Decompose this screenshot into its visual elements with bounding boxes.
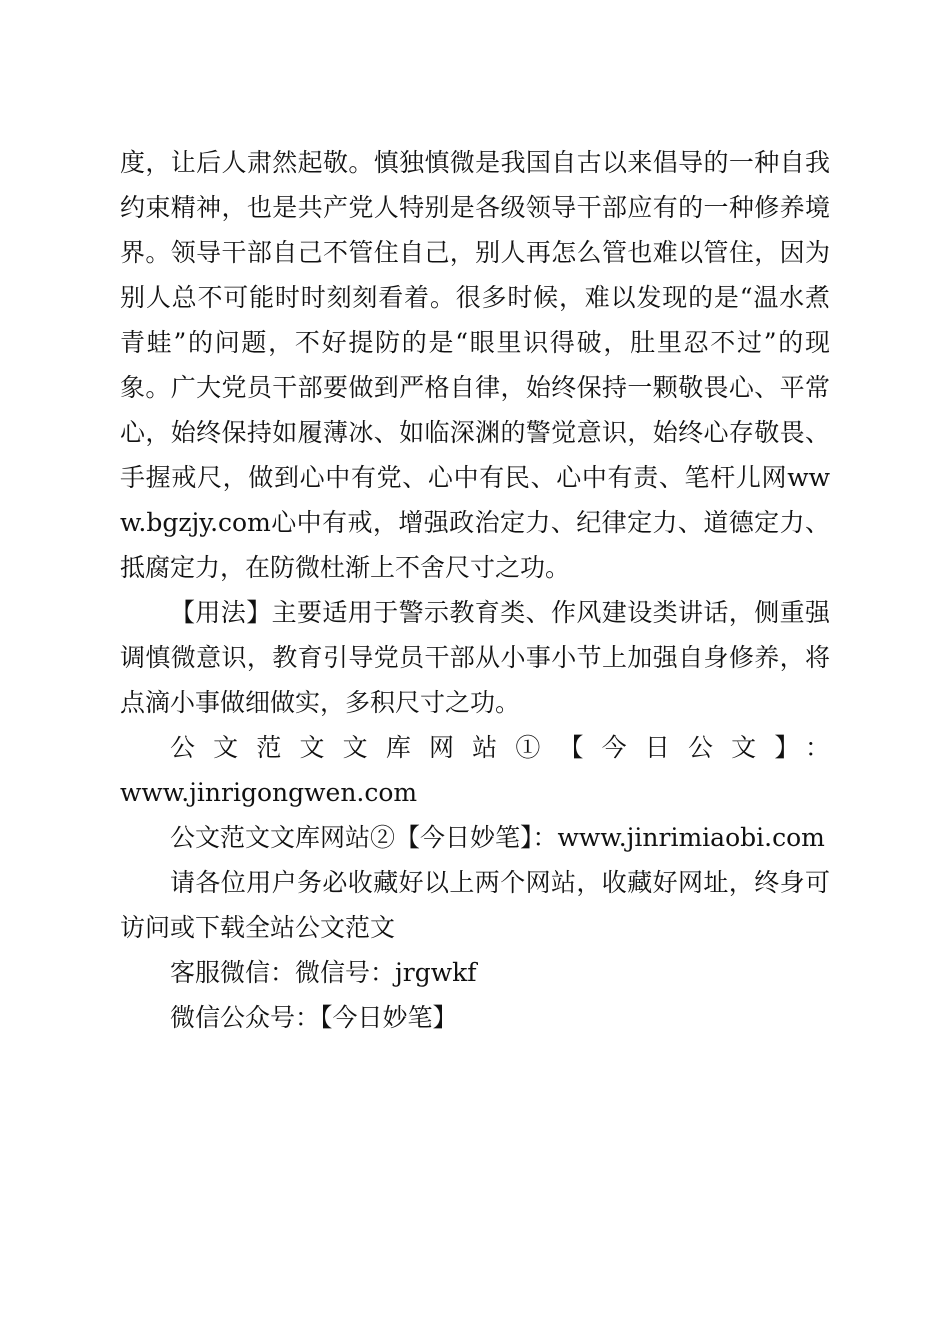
site-2-line: 公文范文文库网站②【今日妙笔】：www.jinrimiaobi.com bbox=[170, 823, 825, 852]
site-1-label: 公文范文文库网站①【今日公文】： bbox=[170, 733, 830, 762]
site-1-url-line bbox=[120, 770, 830, 815]
document-body bbox=[120, 140, 830, 1040]
wechat-service: 客服微信：微信号：jrgwkf bbox=[170, 958, 477, 987]
site-1-block bbox=[120, 725, 830, 770]
site-1-url[interactable]: www.jinrigongwen.com bbox=[120, 778, 418, 807]
usage-paragraph: 【用法】主要适用于警示教育类、作风建设类讲话，侧重强调慎微意识，教育引导党员干部从小事小节上加强自身修养，将点滴小事做细做实，多积尺寸之功。 bbox=[120, 598, 830, 717]
body-paragraph-discipline: 度，让后人肃然起敬。慎独慎微是我国自古以来倡导的一种自我约束精神，也是共产党人特别是各级领导干部应有的一种修养境界。领导干部自己不管住自己，别人再怎么管也难以管住，因为别人总不可能时时刻刻看着。很多时候，难以发现的是“温水煮青蛙”的问题，不好提防的是“眼里识得破，肚里忍不过”的现象。广大党员干部要做到严格自律，始终保持一颗敬畏心、平常心，始终保持如履薄冰、如临深渊的警觉意识，始终心存敬畏、手握戒尺，做到心中有党、心中有民、心中有责、笔杆儿网www.bgzjy.com心中有戒，增强政治定力、纪律定力、道德定力、抵腐定力，在防微杜渐上不舍尺寸之功。 bbox=[120, 148, 830, 582]
bookmark-notice: 请各位用户务必收藏好以上两个网站，收藏好网址，终身可访问或下载全站公文范文 bbox=[120, 868, 830, 942]
wechat-official-account: 微信公众号：【今日妙笔】 bbox=[170, 1003, 458, 1032]
